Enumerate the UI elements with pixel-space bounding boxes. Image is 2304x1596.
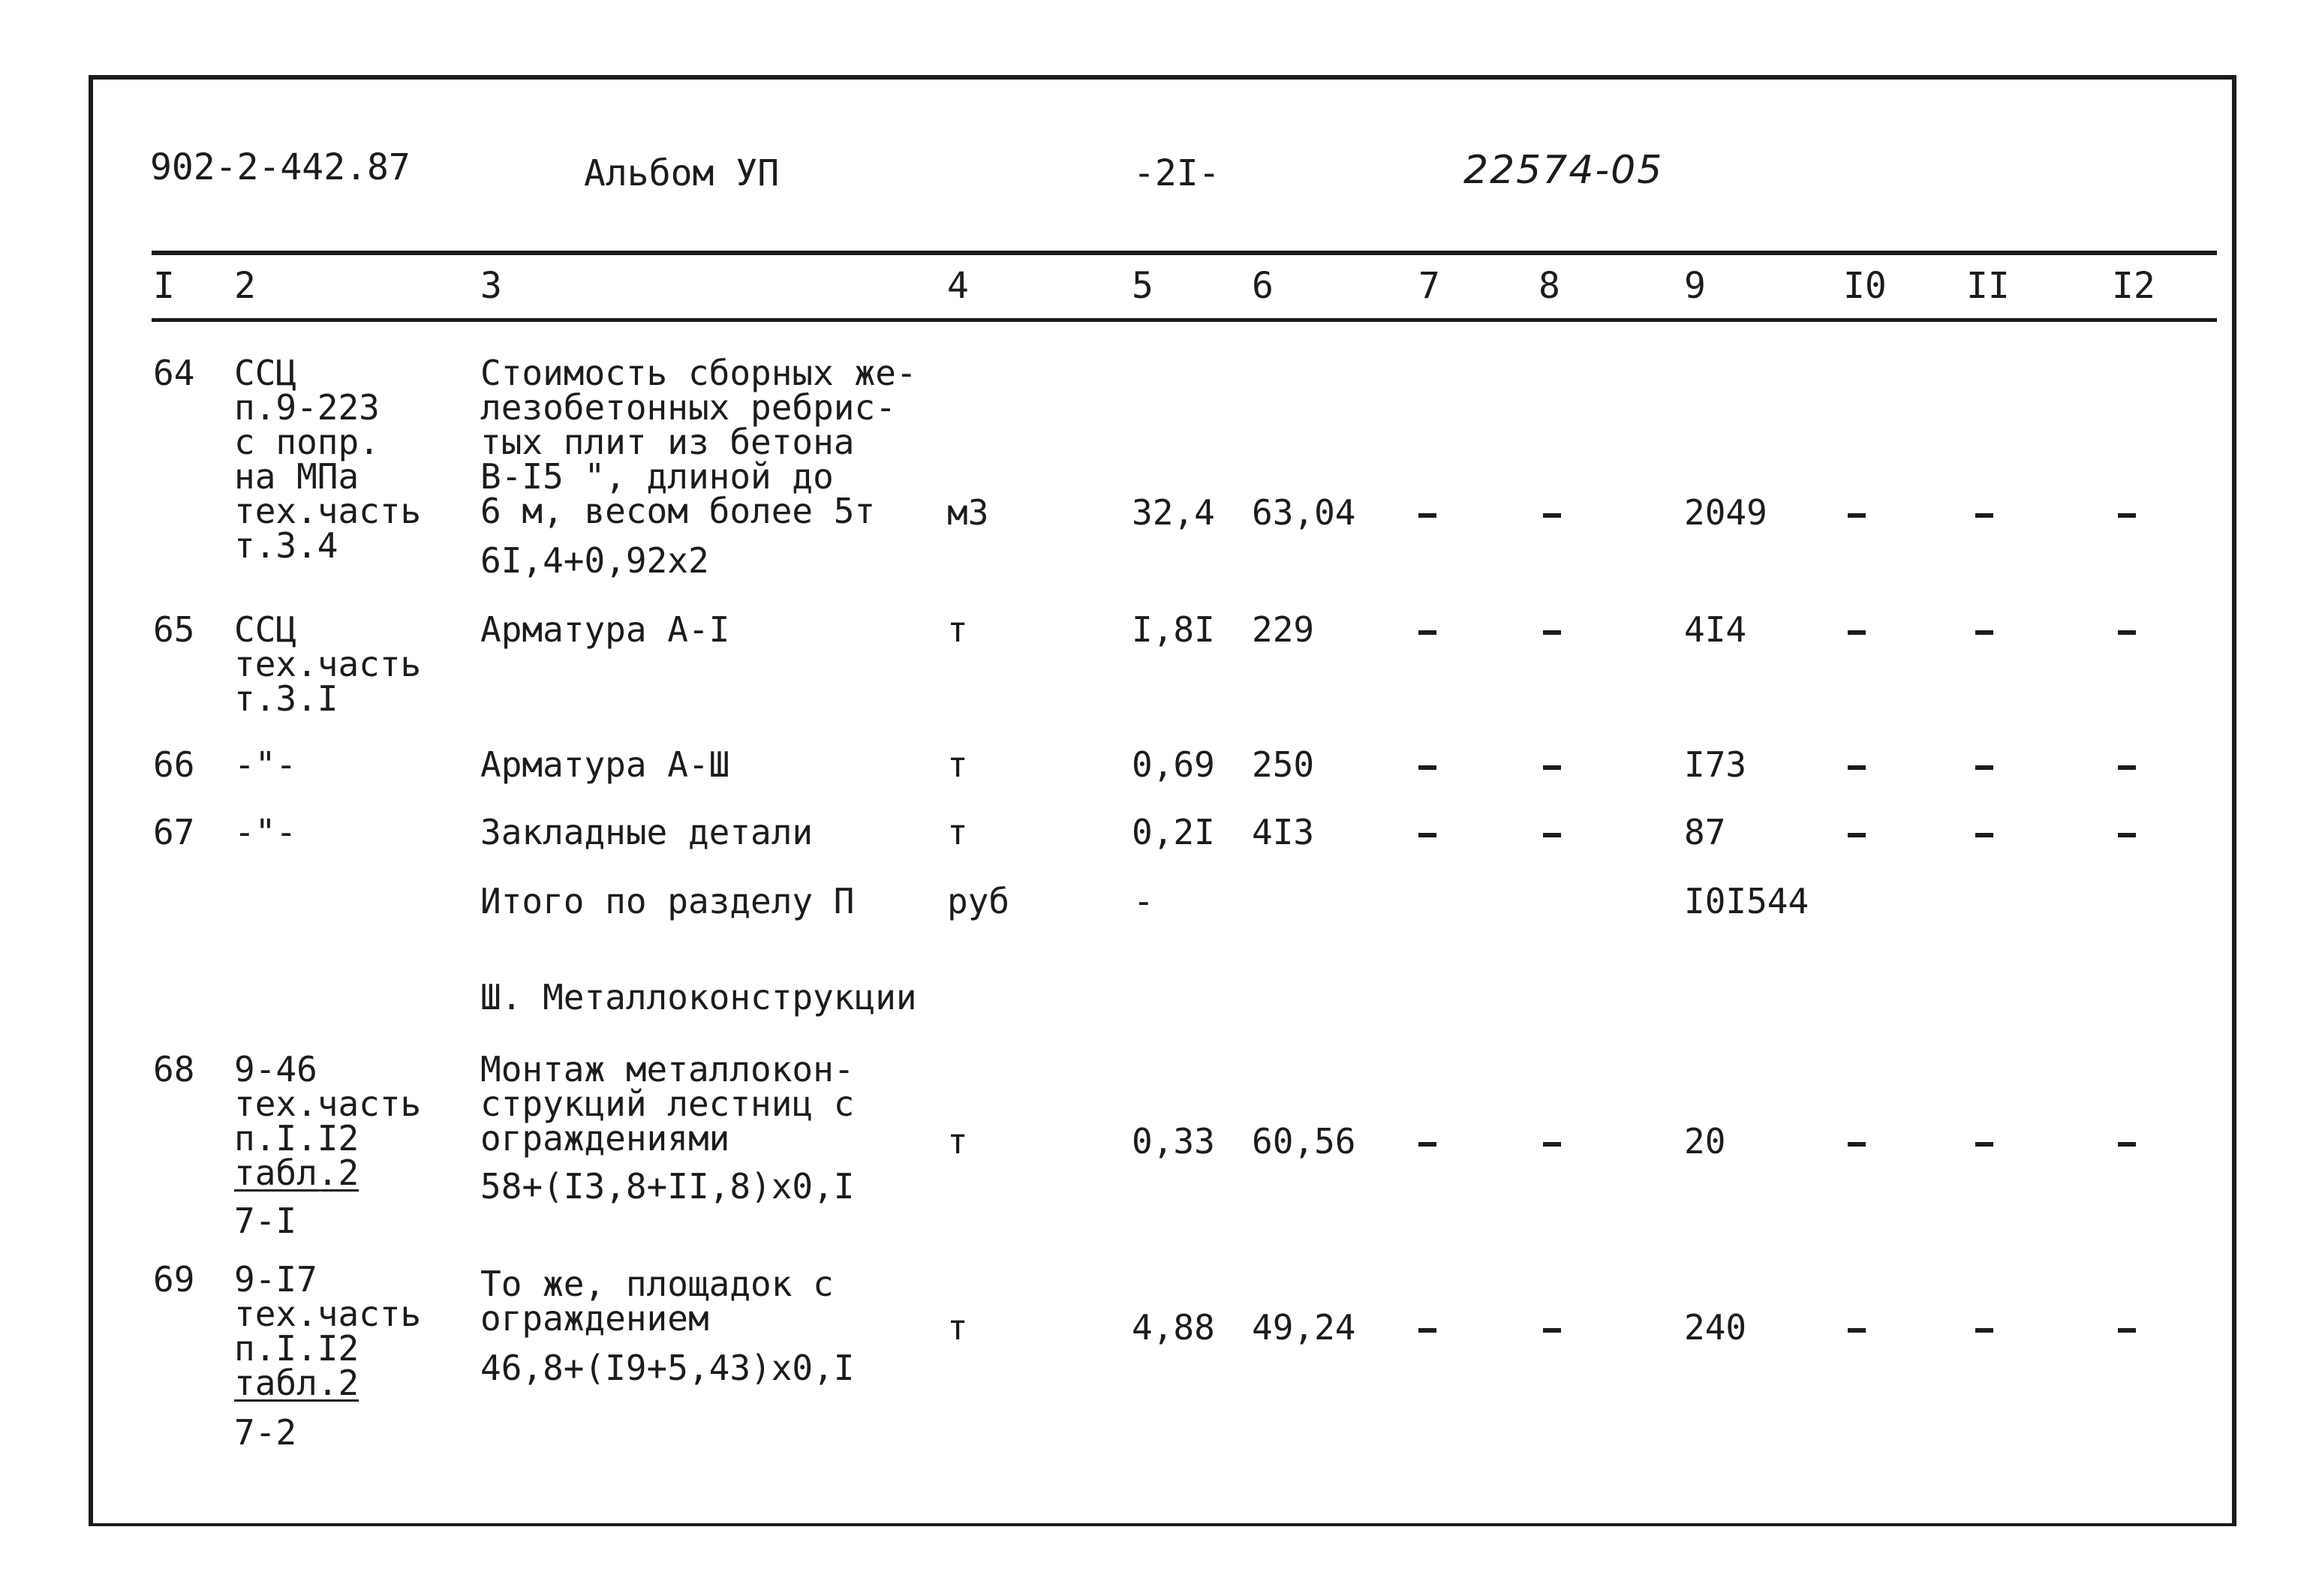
col-11: II [1966,265,2010,307]
ref-line: ССЦ [234,353,297,393]
ref-line: с попр. [234,422,380,462]
description-line: Арматура А-I [480,609,730,650]
header-rule-bottom [152,318,2217,322]
ref-line-underlined: табл.2 [234,1363,359,1403]
dash-col-8 [1543,1142,1561,1147]
description-line: ограждениями [480,1118,730,1159]
subtotal-total: I0I544 [1684,881,1809,921]
dash-col-7 [1418,833,1436,837]
quantity: 32,4 [1132,492,1215,533]
subtotal-unit: руб [947,881,1010,921]
description-line: лезобетонных ребрис- [480,387,896,428]
ref-line: п.9-223 [234,387,380,428]
dash-col-11 [1975,630,1993,635]
dash-col-7 [1418,1142,1436,1147]
page-number: -2I- [1133,152,1220,194]
col-2: 2 [234,265,256,307]
dash-col-7 [1418,1328,1436,1333]
quantity: 0,69 [1132,744,1215,785]
dash-col-10 [1848,765,1866,770]
ref-line: п.I.I2 [234,1118,359,1159]
row-number: 69 [153,1259,195,1300]
doc-code: 22574-05 [1463,148,1664,193]
dash-col-12 [2118,1328,2136,1333]
dash-col-10 [1848,630,1866,635]
formula: 58+(I3,8+II,8)х0,I [480,1166,855,1207]
description-line: Стоимость сборных же- [480,353,917,393]
unit: м3 [947,492,989,533]
col-12: I2 [2112,265,2155,307]
unit-price: 250 [1252,744,1315,785]
unit: т [947,1121,968,1162]
quantity: 4,88 [1132,1307,1215,1348]
dash-col-12 [2118,833,2136,837]
description-line: 6 м, весом более 5т [480,491,876,531]
col-10: I0 [1843,265,1887,307]
unit-price: 4I3 [1252,812,1315,852]
ref-line-underlined: табл.2 [234,1153,359,1193]
quantity: 0,33 [1132,1121,1215,1162]
description-line: ограждением [480,1298,709,1339]
col-6: 6 [1252,265,1274,307]
ref-line: тех.часть [234,491,422,531]
dash-col-8 [1543,630,1561,635]
total: 87 [1684,812,1726,852]
description-line: Арматура А-Ш [480,744,730,785]
description-line: Закладные детали [480,812,814,852]
ref-line: 7-2 [234,1412,297,1453]
col-8: 8 [1539,265,1560,307]
row-number: 64 [153,353,195,393]
dash-col-8 [1543,833,1561,837]
unit: т [947,609,968,650]
dash-col-7 [1418,513,1436,518]
ref-line: -"- [234,812,297,852]
ref-line: тех.часть [234,644,422,684]
ref-line: 7-I [234,1201,297,1241]
ref-line: тех.часть [234,1294,422,1334]
dash-col-10 [1848,1328,1866,1333]
col-4: 4 [947,265,969,307]
total: I73 [1684,744,1747,785]
description-line: В-I5 ", длиной до [480,456,834,497]
album-title: Альбом УП [584,152,780,194]
row-number: 66 [153,744,195,785]
ref-line: 9-46 [234,1049,317,1090]
dash-col-10 [1848,513,1866,518]
ref-line: п.I.I2 [234,1328,359,1369]
dash-col-8 [1543,513,1561,518]
dash-col-8 [1543,1328,1561,1333]
dash-col-12 [2118,630,2136,635]
unit-price: 229 [1252,609,1315,650]
section-title: Ш. Металлоконструкции [480,977,917,1017]
description-line: струкций лестниц с [480,1084,855,1124]
description-line: Монтаж металлокон- [480,1049,855,1090]
subtotal-label: Итого по разделу П [480,881,855,921]
header-rule-top [152,251,2217,255]
description-line: То же, площадок с [480,1264,834,1304]
col-9: 9 [1684,265,1706,307]
description-line: тых плит из бетона [480,422,855,462]
quantity: 0,2I [1132,812,1215,852]
unit-price: 63,04 [1252,492,1356,533]
unit: т [947,1307,968,1348]
ref-line: т.3.I [234,678,338,719]
unit-price: 60,56 [1252,1121,1356,1162]
formula: 6I,4+0,92х2 [480,540,709,581]
dash-col-10 [1848,833,1866,837]
total: 2049 [1684,492,1767,533]
dash-col-10 [1848,1142,1866,1147]
col-5: 5 [1132,265,1154,307]
dash-col-12 [2118,765,2136,770]
row-number: 67 [153,812,195,852]
col-1: I [153,265,175,307]
dash-col-11 [1975,1142,1993,1147]
quantity: I,8I [1132,609,1215,650]
unit-price: 49,24 [1252,1307,1356,1348]
row-number: 68 [153,1049,195,1090]
row-number: 65 [153,609,195,650]
dash-col-11 [1975,765,1993,770]
ref-line: на МПа [234,456,359,497]
total: 4I4 [1684,609,1747,650]
doc-number: 902-2-442.87 [150,146,411,188]
total: 20 [1684,1121,1726,1162]
dash-col-11 [1975,1328,1993,1333]
ref-line: тех.часть [234,1084,422,1124]
dash-col-7 [1418,630,1436,635]
unit: т [947,812,968,852]
dash-col-11 [1975,833,1993,837]
subtotal-qty: - [1133,881,1154,921]
dash-col-12 [2118,513,2136,518]
ref-line: ССЦ [234,609,297,650]
col-7: 7 [1418,265,1440,307]
ref-line: -"- [234,744,297,785]
dash-col-8 [1543,765,1561,770]
formula: 46,8+(I9+5,43)х0,I [480,1348,855,1388]
dash-col-12 [2118,1142,2136,1147]
unit: т [947,744,968,785]
total: 240 [1684,1307,1747,1348]
dash-col-11 [1975,513,1993,518]
ref-line: т.3.4 [234,525,338,566]
col-3: 3 [480,265,502,307]
ref-line: 9-I7 [234,1259,317,1300]
dash-col-7 [1418,765,1436,770]
